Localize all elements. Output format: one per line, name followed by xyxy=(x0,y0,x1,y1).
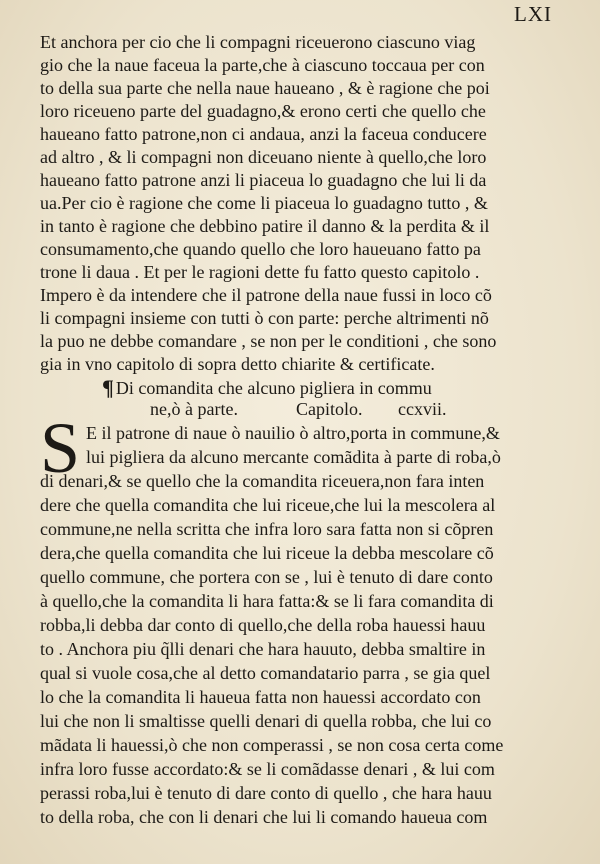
text-line: di denari,& se quello che la comandita riceuera,non fara inten xyxy=(40,471,485,491)
text-line: dera,che quella comandita che lui riceue la debba mescolare cõ xyxy=(40,543,494,563)
text-line: Et anchora per cio che li compagni riceuerono ciascuno viag xyxy=(40,32,476,52)
text-line: ad altro , & li compagni non diceuano niente à quello,che loro xyxy=(40,147,487,167)
text-line: qual si vuole cosa,che al detto comandatario parra , se gia quel xyxy=(40,663,491,683)
text-line: commune,ne nella scritta che infra loro sara fatta non si cõpren xyxy=(40,519,494,539)
folio-number: LXI xyxy=(514,2,552,26)
chapter-heading-line-2c: ccxvii. xyxy=(398,399,447,419)
text-line: à quello,che la comandita li hara fatta:& se li fara comandita di xyxy=(40,591,494,611)
text-line: gia in vno capitolo di sopra detto chiarite & certificate. xyxy=(40,354,435,374)
text-line: trone li daua . Et per le ragioni dette fu fatto questo capitolo . xyxy=(40,262,480,282)
text-line: perassi roba,lui è tenuto di dare conto di quello , che hara hauu xyxy=(40,783,492,803)
text-line: to . Anchora piu q̃lli denari che hara hauuto, debba smaltire in xyxy=(40,639,486,659)
text-line: dere che quella comandita che lui riceue,che lui la mescolera al xyxy=(40,495,496,515)
text-line: la puo ne debbe comandare , se non per le conditioni , che sono xyxy=(40,331,497,351)
text-line: to della sua parte che nella naue haueano , & è ragione che poi xyxy=(40,78,490,98)
chapter-heading-line-1: ¶ Di comandita che alcuno pigliera in commu xyxy=(102,375,432,400)
text-line: Impero è da intendere che il patrone della naue fussi in loco cõ xyxy=(40,285,492,305)
text-line: gio che la naue faceua la parte,che à ciascuno toccaua per con xyxy=(40,55,485,75)
text-line: mãdata li hauessi,ò che non comperassi , se non cosa certa come xyxy=(40,735,504,755)
text-line: quello commune, che portera con se , lui è tenuto di dare conto xyxy=(40,567,493,587)
drop-capital: S xyxy=(40,408,81,488)
text-line: lui pigliera da alcuno mercante comãdita à parte di roba,ò xyxy=(86,447,501,467)
text-line: to della roba, che con li denari che lui li comando haueua com xyxy=(40,807,488,827)
text-line: lo che la comandita li haueua fatta non hauessi accordato con xyxy=(40,687,481,707)
pilcrow-mark: ¶ xyxy=(102,375,114,400)
text-line: consumamento,che quando quello che loro haueuano fatto pa xyxy=(40,239,481,259)
text-line: in tanto è ragione che debbino patire il danno & la perdita & il xyxy=(40,216,490,236)
text-line: ua.Per cio è ragione che come li piaceua lo guadagno tutto , & xyxy=(40,193,488,213)
chapter-heading-line-2b: Capitolo. xyxy=(296,399,363,419)
text-line: infra loro fusse accordato:& se li comãdasse denari , & lui com xyxy=(40,759,495,779)
text-line: loro riceueno parte del guadagno,& erono certi che quello che xyxy=(40,101,486,121)
text-line: E il patrone di naue ò nauilio ò altro,porta in commune,& xyxy=(86,423,500,443)
text-line: robba,li debba dar conto di quello,che della roba hauessi hauu xyxy=(40,615,486,635)
chapter-heading-line-2a: ne,ò à parte. xyxy=(150,399,238,419)
text-line: haueano fatto patrone,non ci andaua, anzi la faceua conducere xyxy=(40,124,487,144)
text-line: haueano fatto patrone anzi li piaceua lo guadagno che lui li da xyxy=(40,170,487,190)
text-line: lui che non li smaltisse quelli denari di quella robba, che lui co xyxy=(40,711,492,731)
text-line: li compagni insieme con tutti ò con parte: perche altrimenti nõ xyxy=(40,308,489,328)
